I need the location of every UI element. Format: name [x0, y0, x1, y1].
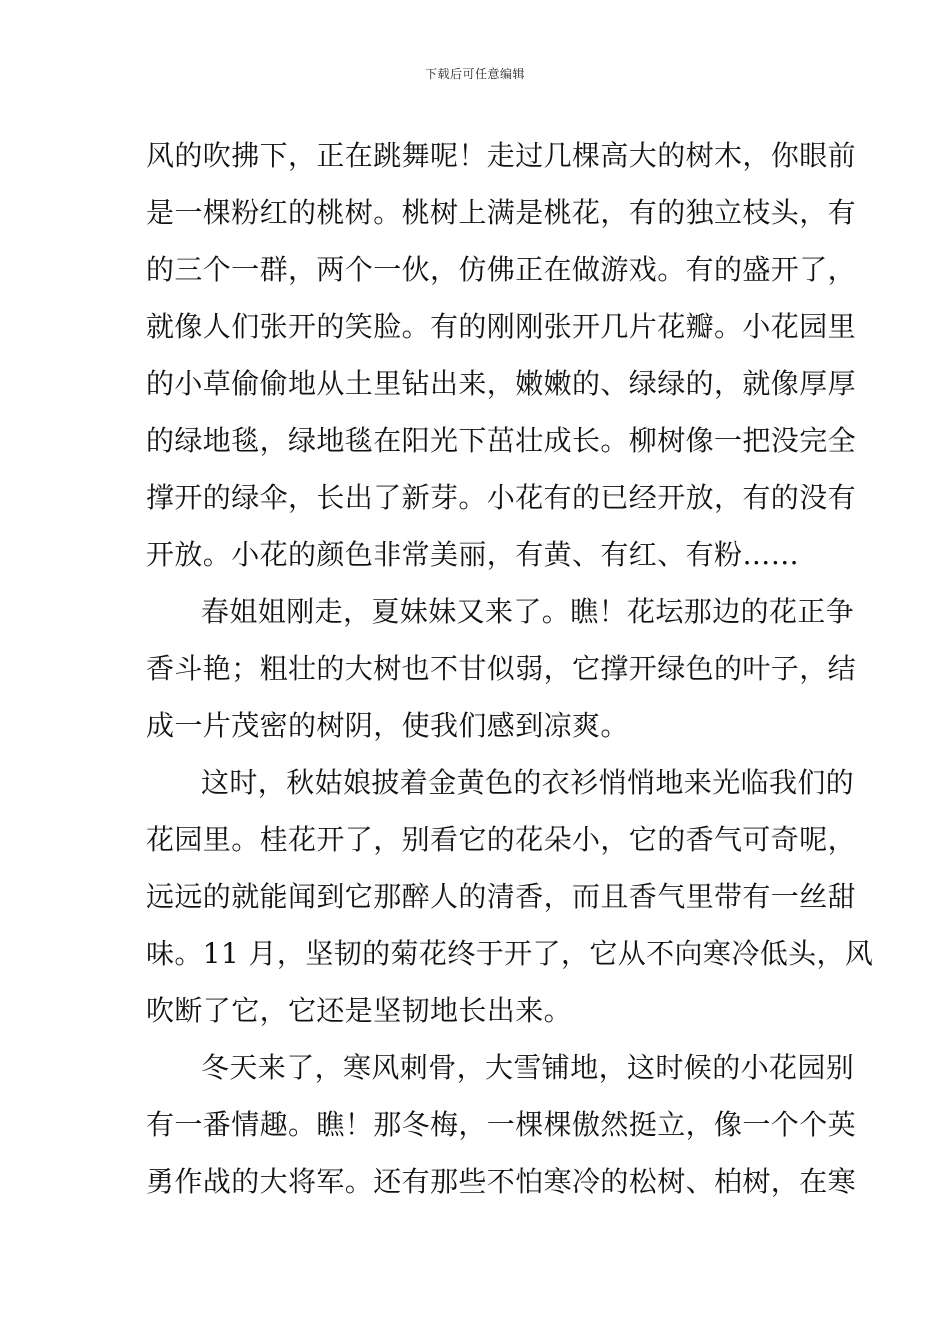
text-line: 香斗艳；粗壮的大树也不甘似弱，它撑开绿色的叶子，结: [146, 652, 857, 685]
text-line: 有一番情趣。瞧！那冬梅，一棵棵傲然挺立，像一个个英: [146, 1108, 857, 1141]
paragraph-first-line: 春姐姐刚走，夏妹妹又来了。瞧！花坛那边的花正争: [201, 595, 855, 628]
text-line: 是一棵粉红的桃树。桃树上满是桃花，有的独立枝头，有: [146, 196, 857, 229]
text-line: 勇作战的大将军。还有那些不怕寒冷的松树、柏树，在寒: [146, 1165, 857, 1198]
text-line: 远远的就能闻到它那醉人的清香，而且香气里带有一丝甜: [146, 880, 857, 913]
page-header: 下载后可任意编辑: [424, 67, 525, 81]
paragraph-first-line: 这时，秋姑娘披着金黄色的衣衫悄悄地来光临我们的: [201, 766, 855, 799]
text-line: 的三个一群，两个一伙，仿佛正在做游戏。有的盛开了，: [146, 253, 857, 286]
text-line: 撑开的绿伞，长出了新芽。小花有的已经开放，有的没有: [146, 481, 857, 514]
text-line: 的小草偷偷地从土里钻出来，嫩嫩的、绿绿的，就像厚厚: [146, 367, 857, 400]
body-text: [146, 127, 874, 1210]
text-line: 成一片茂密的树阴，使我们感到凉爽。: [146, 709, 629, 742]
text-line: 就像人们张开的笑脸。有的刚刚张开几片花瓣。小花园里: [146, 310, 857, 343]
text-line: 吹断了它，它还是坚韧地长出来。: [146, 994, 573, 1027]
text-line: 风的吹拂下，正在跳舞呢！走过几棵高大的树木，你眼前: [146, 139, 857, 172]
text-line: 花园里。桂花开了，别看它的花朵小，它的香气可奇呢，: [146, 823, 857, 856]
paragraph-first-line: 冬天来了，寒风刺骨，大雪铺地，这时候的小花园别: [201, 1051, 855, 1084]
text-line: 味。11 月，坚韧的菊花终于开了，它从不向寒冷低头，风: [146, 937, 874, 970]
text-line: 开放。小花的颜色非常美丽，有黄、有红、有粉……: [146, 538, 800, 571]
text-line: 的绿地毯，绿地毯在阳光下茁壮成长。柳树像一把没完全: [146, 424, 857, 457]
